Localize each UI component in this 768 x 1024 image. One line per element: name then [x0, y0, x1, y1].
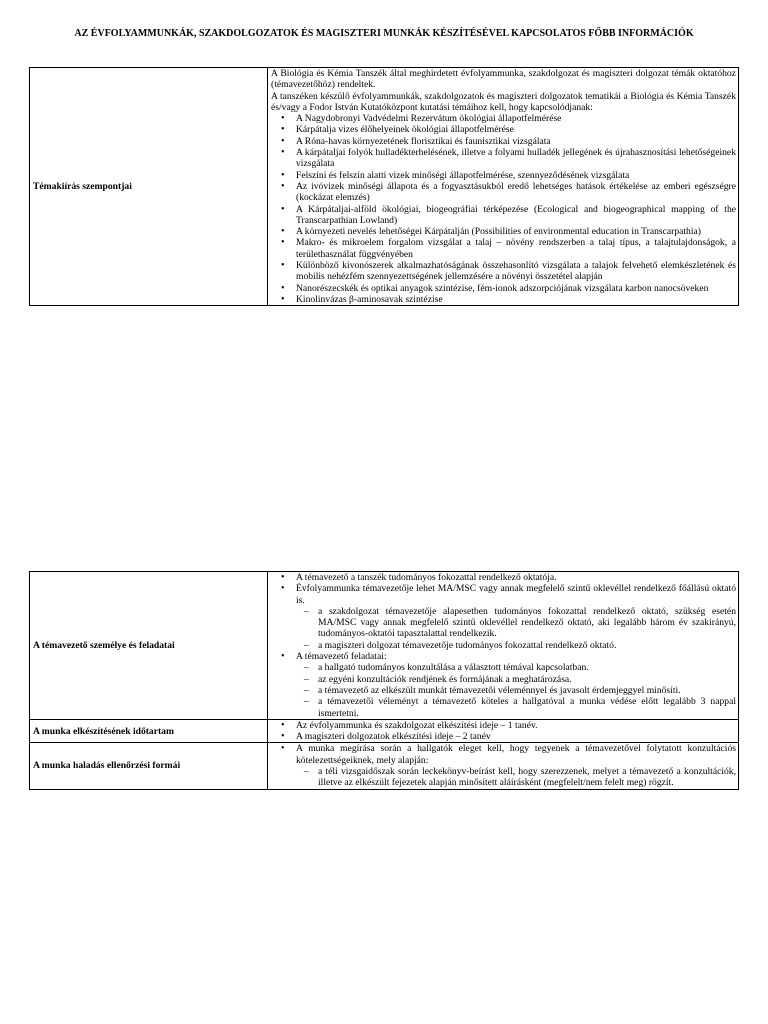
- supervision-table: [29, 571, 739, 790]
- list-item-text: Évfolyammunka témavezetője lehet MA/MSC vagy annak megfelelő szintű oklevéllel rendelkező főállású oktató is.: [296, 583, 736, 606]
- duration-cell: [268, 719, 739, 743]
- row-label-supervisor: A témavezető személye és feladatai: [30, 572, 268, 720]
- topics-intro-2: A tanszéken készülő évfolyammunkák, szakdolgozatok és magiszteri dolgozatok tematikái a Biológia és Kémia Tanszék és/vagy a Fodor István Kutatóközpont kutatási témáihoz kell, hogy kapcsolódjanak:: [271, 90, 736, 113]
- sub-list-item: – az egyéni konzultációk rendjének és formájának a meghatározása.: [318, 674, 736, 685]
- list-item: [296, 583, 736, 651]
- document-title: AZ ÉVFOLYAMMUNKÁK, SZAKDOLGOZATOK ÉS MAGISZTERI MUNKÁK KÉSZÍTÉSÉVEL KAPCSOLATOS FŐBB INFORMÁCIÓK: [74, 28, 694, 39]
- list-item: • Különböző kivonószerek alkalmazhatóságának összehasonlító vizsgálata a talajok felvehető elemkészletének és mobilis nehézfém szennyezettségének jellemzésére a növényi összetétel alapján: [296, 260, 736, 283]
- topics-table: [29, 67, 739, 306]
- list-item: • Nanorészecskék és optikai anyagok szintézise, fém-ionok adszorpciójának vizsgálata karbon nanocsöveken: [296, 283, 736, 294]
- topics-intro-1: A Biológia és Kémia Tanszék által meghirdetett évfolyammunka, szakdolgozat és magiszteri dolgozat témák oktatóhoz (témavezetőhöz) rendeltek.: [271, 68, 736, 91]
- table-row: [30, 572, 739, 720]
- sub-list: [296, 662, 736, 718]
- progress-list: [271, 743, 736, 788]
- list-item: • A Róna-havas környezetének florisztikai és faunisztikai vizsgálata: [296, 136, 736, 147]
- row-label-progress: A munka haladás ellenőrzési formái: [30, 743, 268, 789]
- duration-list: [271, 720, 736, 743]
- sub-list: [296, 606, 736, 651]
- list-item: • A Nagydobronyi Vadvédelmi Rezervátum ökológiai állapotfelmérése: [296, 113, 736, 124]
- list-item: • A témavezető a tanszék tudományos fokozattal rendelkező oktatója.: [296, 572, 736, 583]
- table-row: [30, 743, 739, 789]
- supervisor-list: [271, 572, 736, 719]
- progress-cell: [268, 743, 739, 789]
- sub-list-item: – a szakdolgozat témavezetője alapesetben tudományos fokozattal rendelkező oktató, szükség esetén MA/MSC vagy annak megfelelő szintű oklevéllel rendelkező oktató, aki legalább három év szakirányú, tudományos-oktatói tapasztalattal rendelkezik.: [318, 606, 736, 640]
- sub-list-item: – a hallgató tudományos konzultálása a választott témával kapcsolatban.: [318, 662, 736, 673]
- list-item-text: A munka megírása során a hallgatók eleget kell, hogy tegyenek a témavezetővel folytatott konzultációs kötelezettségeiknek, mely alapján:: [296, 743, 736, 766]
- list-item: • Makro- és mikroelem forgalom vizsgálat a talaj – növény rendszerben a talaj típus, a talajtulajdonságok, a területhasználat függvényében: [296, 237, 736, 260]
- list-item: [296, 651, 736, 719]
- sub-list-item: – a magiszteri dolgozat témavezetője tudományos fokozattal rendelkező oktató.: [318, 640, 736, 651]
- list-item: • Az évfolyammunka és szakdolgozat elkészítési ideje – 1 tanév.: [296, 720, 736, 731]
- list-item: • Kinolinvázas β-aminosavak szintézise: [296, 294, 736, 305]
- sub-list: [296, 766, 736, 789]
- topics-list: [271, 113, 736, 305]
- list-item: [296, 743, 736, 788]
- topics-cell: [268, 68, 739, 306]
- sub-list-item: – a témavezetői véleményt a témavezető köteles a hallgatóval a munka védése előtt legalább 3 nappal ismertetni.: [318, 696, 736, 719]
- list-item-text: A témavezető feladatai:: [296, 651, 387, 663]
- list-item: • Kárpátalja vizes élőhelyeinek ökológiai állapotfelmérése: [296, 124, 736, 135]
- list-item: • Felszíni és felszín alatti vizek minőségi állapotfelmérése, szennyeződésének vizsgálata: [296, 170, 736, 181]
- table-row: [30, 719, 739, 743]
- row-label-topics: Témakiírás szempontjai: [30, 68, 268, 306]
- list-item: • A környezeti nevelés lehetőségei Kárpátalján (Possibilities of environmental education in Transcarpathia): [296, 226, 736, 237]
- sub-list-item: – a témavezető az elkészült munkát témavezetői véleménnyel és javasolt érdemjeggyel minősíti.: [318, 685, 736, 696]
- supervisor-cell: [268, 572, 739, 720]
- row-label-duration: A munka elkészítésének időtartam: [30, 719, 268, 743]
- list-item: • A magiszteri dolgozatok elkészítési ideje – 2 tanév: [296, 731, 736, 742]
- sub-list-item: – a téli vizsgaidőszak során leckekönyv-beírást kell, hogy szerezzenek, melyet a témavezető a konzultációk, illetve az elkészült fejezetek alapján minősített aláírásként (megfelelt/nem felelt meg) rögzít.: [318, 766, 736, 789]
- list-item: • Az ivóvizek minőségi állapota és a fogyasztásukból eredő lehetséges hatások értékelése az emberi egészségre (kockázat elemzés): [296, 181, 736, 204]
- list-item: • A Kárpátaljai-alföld ökológiai, biogeográfiai térképezése (Ecological and biogeographical mapping of the Transcarpathian Lowland): [296, 204, 736, 227]
- table-row: [30, 68, 739, 306]
- list-item: • A kárpátaljai folyók hulladékterhelésének, illetve a folyami hulladék jellegének és újrahasznosítási lehetőségeinek vizsgálata: [296, 147, 736, 170]
